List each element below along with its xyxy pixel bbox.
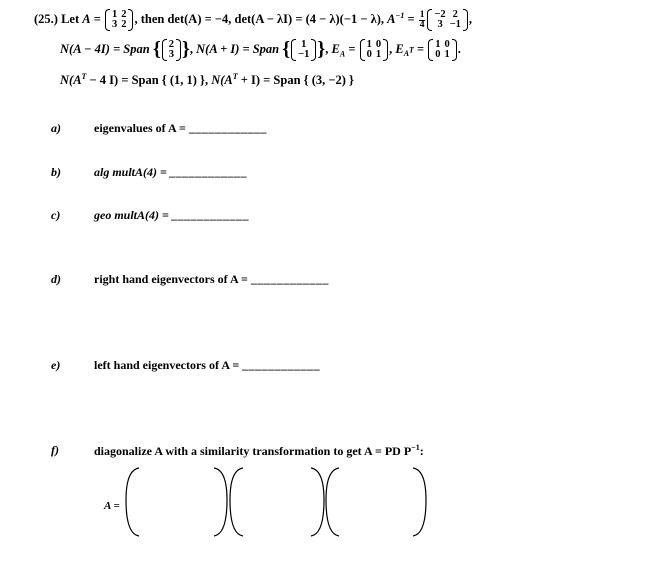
text-b: alg multA(4) = ____________ xyxy=(94,165,248,179)
eat-label: $E_{A^T}$ xyxy=(395,41,414,59)
equals-sign: = xyxy=(93,11,101,26)
span-2: + I) = Span { (3, −2) } xyxy=(240,73,354,88)
v2-cell-1-0: −1 xyxy=(298,49,310,60)
text-d: right hand eigenvectors of A = ____________ xyxy=(94,272,329,286)
mAinv-cell-0-0: −2 xyxy=(434,9,446,20)
brace-close-2: } xyxy=(317,38,326,60)
blank-c[interactable]: ____________ xyxy=(171,208,250,222)
pinv-matrix-left-bracket xyxy=(326,468,339,536)
mEa-cell-1-0: 0 xyxy=(366,49,372,60)
v2-cell-0-0: 1 xyxy=(301,39,307,50)
blank-d[interactable]: ____________ xyxy=(250,272,329,286)
mEat-cell-1-1: 1 xyxy=(444,49,450,60)
problem-number: (25.) xyxy=(34,11,58,26)
p-matrix-left-bracket xyxy=(126,468,139,536)
text-a: eigenvalues of A = ____________ xyxy=(94,121,267,135)
text-c: geo multA(4) = ____________ xyxy=(94,208,250,222)
brace-open-1: { xyxy=(152,38,161,60)
label-f: f) xyxy=(51,443,59,457)
blank-a[interactable]: ____________ xyxy=(188,121,267,135)
blank-b[interactable]: ____________ xyxy=(169,165,248,179)
then-text: , then xyxy=(134,11,165,26)
v1-cell-0-0: 2 xyxy=(168,39,174,50)
label-a: a) xyxy=(51,121,61,135)
mEa-cell-1-1: 1 xyxy=(375,49,382,60)
ainv-lhs: $A^{-1}$ xyxy=(387,10,405,26)
n-a-minus-4i: N(A − 4I) = Span xyxy=(60,41,150,56)
pinv-matrix-right-bracket xyxy=(413,468,426,536)
n-a-plus-i: N(A + I) = Span xyxy=(196,41,280,56)
mEa-cell-0-0: 1 xyxy=(366,39,372,50)
ea-label: $E_A$ xyxy=(331,41,346,59)
equals-sign-2: = xyxy=(407,11,415,26)
brace-open-2: { xyxy=(282,38,291,60)
mA-cell-0-0: 1 xyxy=(111,9,118,20)
text-f: diagonalize A with a similarity transformation to get A = PD $P^{-1}$: xyxy=(94,443,424,458)
text-e: left hand eigenvectors of A = ____________ xyxy=(94,358,321,372)
let-text: Let xyxy=(61,11,80,26)
det-a-text: det(A) = −4, xyxy=(167,11,232,26)
mAinv-cell-0-1: 2 xyxy=(452,9,458,20)
mEa-cell-0-1: 0 xyxy=(375,39,382,50)
d-matrix-right-bracket xyxy=(311,468,324,536)
fraction-quarter: $\frac{1}{4}$ xyxy=(419,9,425,30)
label-d: d) xyxy=(51,272,61,286)
mAinv-cell-1-0: 3 xyxy=(437,19,443,30)
mA-cell-0-1: 2 xyxy=(121,9,127,20)
blank-e[interactable]: ____________ xyxy=(242,358,321,372)
mEat-cell-0-1: 0 xyxy=(444,39,450,50)
mA-cell-1-1: 2 xyxy=(121,19,127,30)
p-matrix-right-bracket xyxy=(214,468,227,536)
mEat-cell-1-0: 0 xyxy=(435,49,441,60)
n-at-plus-i: $N(A^T$ xyxy=(211,72,238,88)
span-1: − 4 I) = Span { (1, 1) }, xyxy=(89,73,209,88)
n-at-minus-4i: $N(A^T$ xyxy=(60,72,87,88)
comma: , xyxy=(468,11,473,26)
mAinv-cell-1-1: −1 xyxy=(449,19,461,30)
final-a-equals: A = xyxy=(104,500,120,512)
matrix-name: A xyxy=(82,11,91,26)
mA-cell-1-0: 3 xyxy=(111,19,118,30)
brace-close-1: } xyxy=(181,38,190,60)
label-c: c) xyxy=(51,208,61,222)
null-spaces-line: N(A − 4I) = Span { 2 3 }, N(A + I) = Span { 1 −1 }, $E_A$ = 1 0 0 1 , $E_{A^T}$ = 1 0 0 1 . xyxy=(60,38,461,60)
label-e: e) xyxy=(51,358,61,372)
label-b: b) xyxy=(51,165,61,179)
mEat-cell-0-0: 1 xyxy=(435,39,441,50)
det-char-text: det(A − λI) = (4 − λ)(−1 − λ), xyxy=(234,11,384,26)
d-matrix-left-bracket xyxy=(230,468,243,536)
v1-cell-1-0: 3 xyxy=(168,49,174,60)
